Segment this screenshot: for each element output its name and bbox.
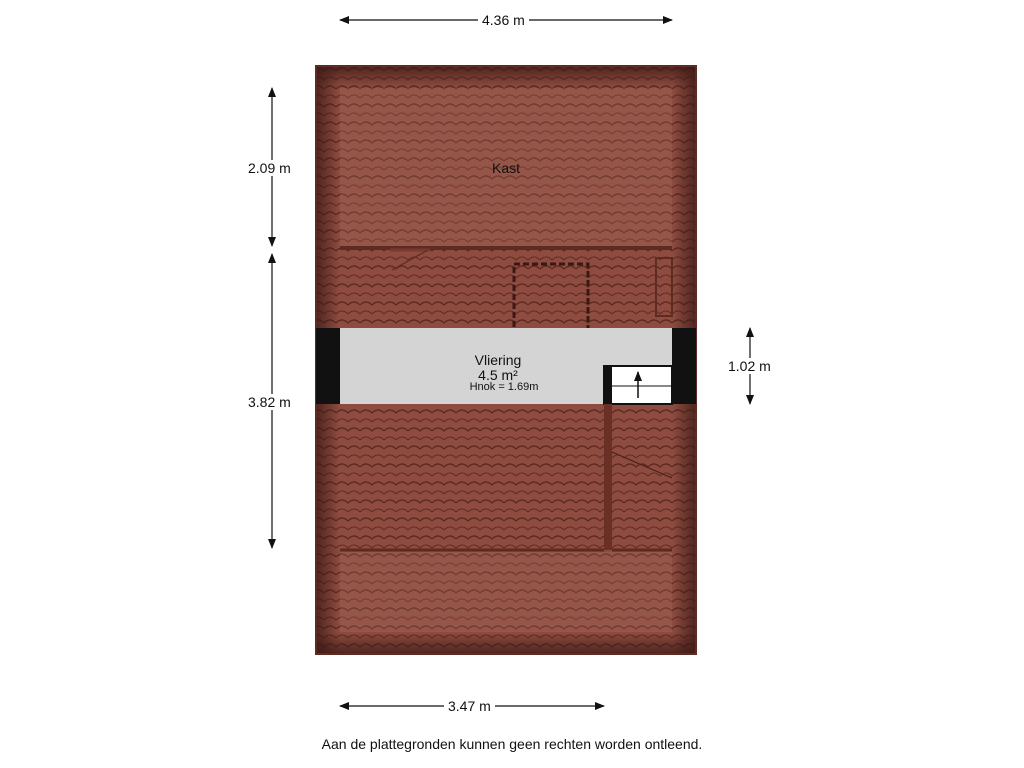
dimension-top-width: 4.36 m xyxy=(478,12,529,28)
vliering-height: Hnok = 1.69m xyxy=(469,381,539,393)
disclaimer-text: Aan de plattegronden kunnen geen rechten worden ontleend. xyxy=(321,736,703,752)
room-label-kast: Kast xyxy=(491,160,520,176)
dimension-bottom-width: 3.47 m xyxy=(444,698,495,714)
vliering-area: 4.5 m² xyxy=(478,367,518,383)
dimension-left-lower: 3.82 m xyxy=(244,394,295,410)
vliering-name: Vliering xyxy=(474,352,522,368)
dimension-left-upper: 2.09 m xyxy=(244,160,295,176)
dimension-right-stair: 1.02 m xyxy=(724,358,775,374)
